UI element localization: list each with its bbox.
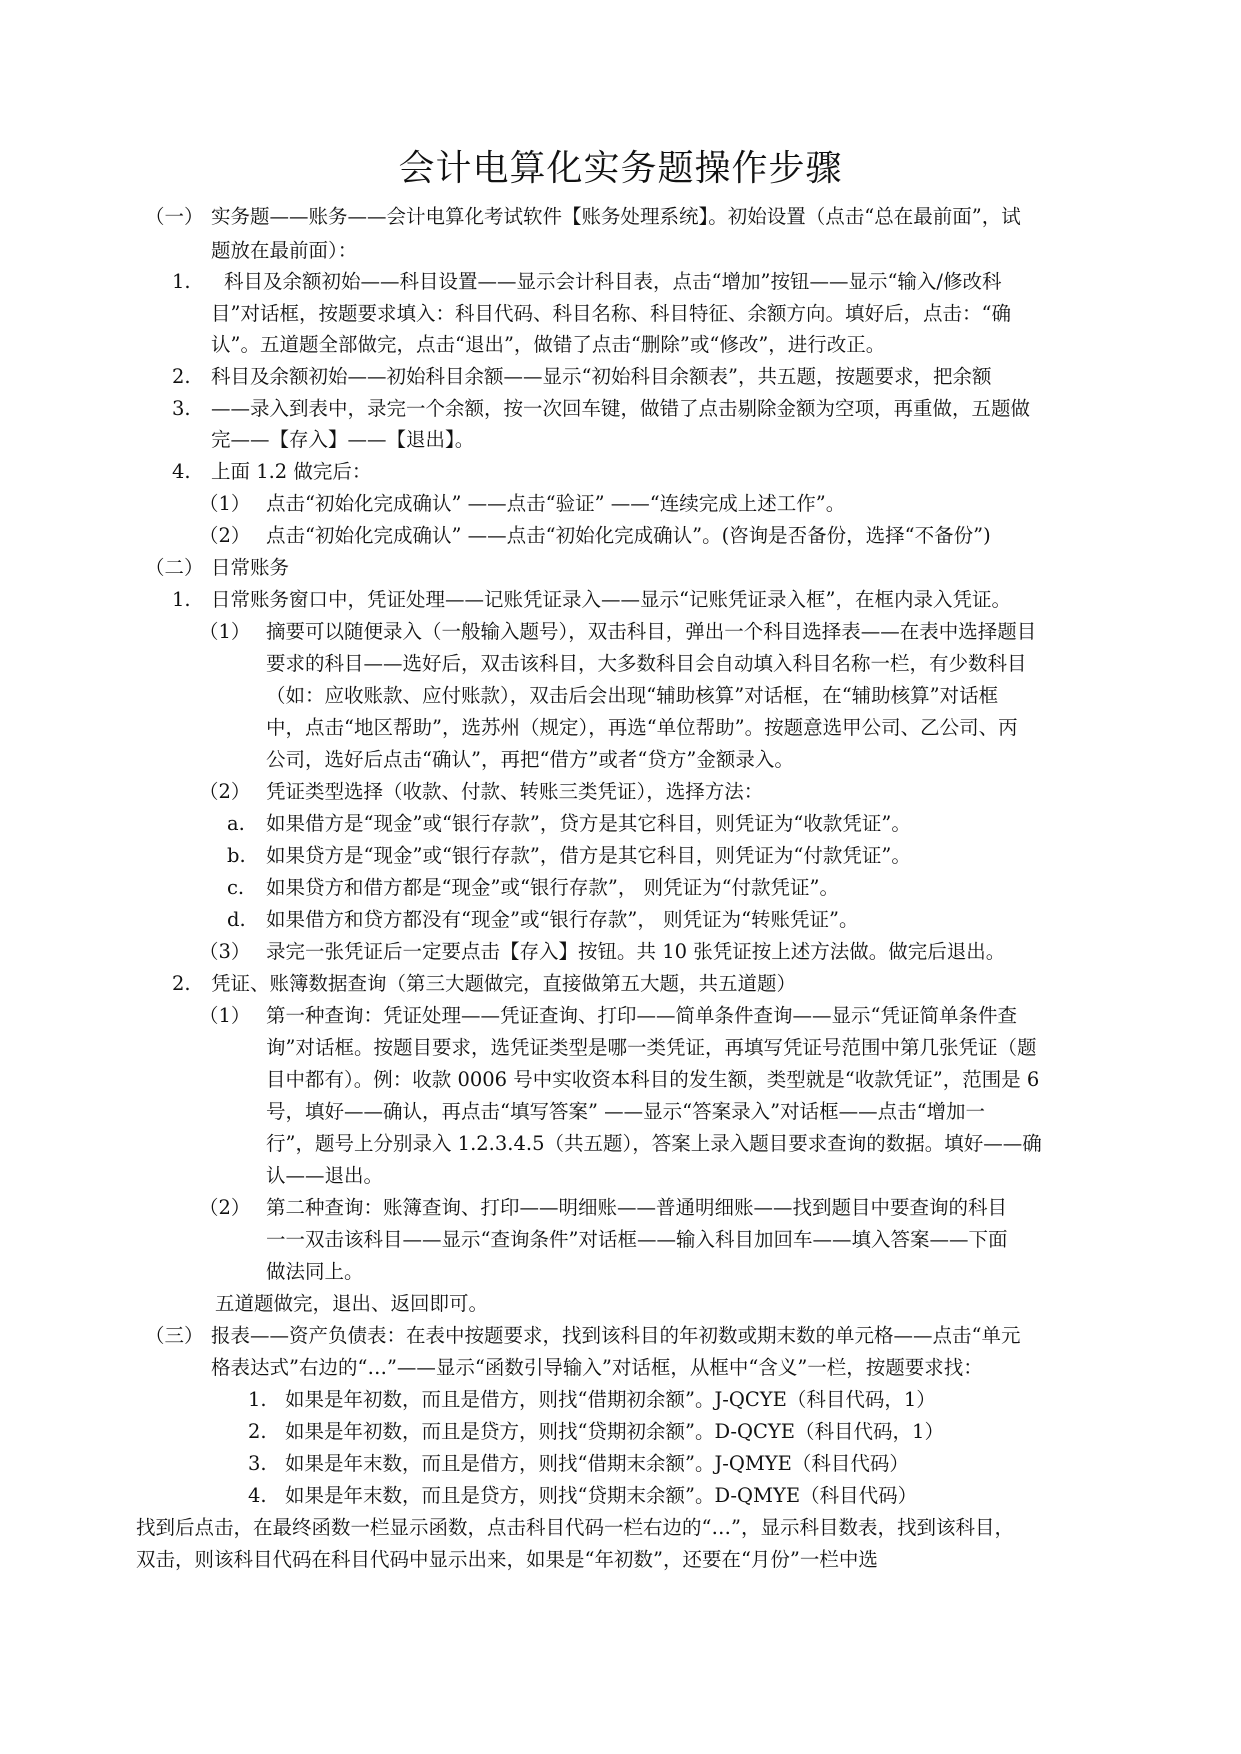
text-line: 录完一张凭证后一定要点击【存入】按钮。共 10 张凭证按上述方法做。做完后退出。 <box>266 940 1006 963</box>
text-line: 日常账务窗口中，凭证处理——记账凭证录入——显示“记账凭证录入框”，在框内录入凭证。 <box>211 588 1011 611</box>
list-marker: 1. <box>172 588 191 611</box>
text-line: 行”，题号上分别录入 1.2.3.4.5（共五题），答案上录入题目要求查询的数据。填好——确 <box>266 1132 1042 1155</box>
text-line: 做法同上。 <box>266 1260 364 1283</box>
text-line: 如果是年末数，而且是借方，则找“借期末余额”。J-QMYE（科目代码） <box>285 1452 909 1475</box>
text-line: 认——退出。 <box>266 1164 384 1187</box>
list-marker: （三） <box>145 1324 204 1347</box>
list-marker: （1） <box>199 492 251 515</box>
list-marker: （3） <box>199 940 251 963</box>
list-marker: （2） <box>199 780 251 803</box>
text-line: 点击“初始化完成确认” ——点击“初始化完成确认”。(咨询是否备份，选择“不备份”) <box>266 524 991 547</box>
text-line: 如果是年初数，而且是贷方，则找“贷期初余额”。D-QCYE（科目代码，1） <box>285 1420 944 1443</box>
text-line: 日常账务 <box>211 556 290 579</box>
list-marker: b. <box>227 844 246 867</box>
text-line: 科目及余额初始——初始科目余额——显示“初始科目余额表”，共五题，按题要求，把余额 <box>211 365 992 388</box>
text-line: 上面 1.2 做完后： <box>211 460 372 483</box>
text-line: 中，点击“地区帮助”，选苏州（规定），再选“单位帮助”。按题意选甲公司、乙公司、丙 <box>266 716 1018 739</box>
text-line: 科目及余额初始——科目设置——显示会计科目表，点击“增加”按钮——显示“输入/修改科 <box>224 270 1002 293</box>
list-marker: d. <box>227 908 246 931</box>
list-marker: （1） <box>199 1004 251 1027</box>
text-line: 认”。五道题全部做完，点击“退出”，做错了点击“删除”或“修改”，进行改正。 <box>211 333 886 356</box>
text-line: 题放在最前面）： <box>211 239 358 262</box>
text-line: 如果贷方和借方都是“现金”或“银行存款”， 则凭证为“付款凭证”。 <box>266 876 840 899</box>
text-line: 双击，则该科目代码在科目代码中显示出来，如果是“年初数”，还要在“月份”一栏中选 <box>136 1548 878 1571</box>
text-line: 第一种查询：凭证处理——凭证查询、打印——简单条件查询——显示“凭证简单条件查 <box>266 1004 1017 1027</box>
text-line: 报表——资产负债表：在表中按题要求，找到该科目的年初数或期末数的单元格——点击“单元 <box>211 1324 1021 1347</box>
list-marker: （二） <box>145 556 204 579</box>
text-line: 摘要可以随便录入（一般输入题号），双击科目，弹出一个科目选择表——在表中选择题目 <box>266 620 1037 643</box>
text-line: 第二种查询：账簿查询、打印——明细账——普通明细账——找到题目中要查询的科目 <box>266 1196 1008 1219</box>
list-marker: （一） <box>145 205 204 228</box>
text-line: 如果是年末数，而且是贷方，则找“贷期末余额”。D-QMYE（科目代码） <box>285 1484 918 1507</box>
text-line: 目中都有）。例：收款 0006 号中实收资本科目的发生额，类型就是“收款凭证”，范围是 6 <box>266 1068 1040 1091</box>
list-marker: 3. <box>248 1452 267 1475</box>
list-marker: 1. <box>172 270 191 293</box>
list-marker: c. <box>227 876 245 899</box>
list-marker: 3. <box>172 397 191 420</box>
text-line: 格表达式”右边的“…”——显示“函数引导输入”对话框，从框中“含义”一栏，按题要求找： <box>211 1356 983 1379</box>
list-marker: （2） <box>199 1196 251 1219</box>
list-marker: 4. <box>248 1484 267 1507</box>
text-line: 如果贷方是“现金”或“银行存款”，借方是其它科目，则凭证为“付款凭证”。 <box>266 844 911 867</box>
list-marker: （2） <box>199 524 251 547</box>
text-line: 公司，选好后点击“确认”，再把“借方”或者“贷方”金额录入。 <box>266 748 794 771</box>
text-line: 目”对话框，按题要求填入：科目代码、科目名称、科目特征、余额方向。填好后，点击：“确 <box>211 302 1011 325</box>
list-marker: a. <box>227 812 245 835</box>
text-line: 凭证、账簿数据查询（第三大题做完，直接做第五大题，共五道题） <box>211 972 797 995</box>
text-line: ——录入到表中，录完一个余额，按一次回车键，做错了点击剔除金额为空项，再重做，五题做 <box>211 397 1031 420</box>
list-marker: 4. <box>172 460 191 483</box>
text-line: 实务题——账务——会计电算化考试软件【账务处理系统】。初始设置（点击“总在最前面”，试 <box>211 205 1021 228</box>
list-marker: （1） <box>199 620 251 643</box>
text-line: （如：应收账款、应付账款），双击后会出现“辅助核算”对话框，在“辅助核算”对话框 <box>266 684 999 707</box>
text-line: 如果借方和贷方都没有“现金”或“银行存款”， 则凭证为“转账凭证”。 <box>266 908 859 931</box>
text-line: 找到后点击，在最终函数一栏显示函数，点击科目代码一栏右边的“…”，显示科目数表，找到该科目， <box>136 1516 1014 1539</box>
text-line: 点击“初始化完成确认” ——点击“验证” ——“连续完成上述工作”。 <box>266 492 846 515</box>
text-line: 号，填好——确认，再点击“填写答案” ——显示“答案录入”对话框——点击“增加一 <box>266 1100 986 1123</box>
text-line: 凭证类型选择（收款、付款、转账三类凭证），选择方法： <box>266 780 764 803</box>
text-line: 要求的科目——选好后，双击该科目，大多数科目会自动填入科目名称一栏，有少数科目 <box>266 652 1027 675</box>
text-line: 一一双击该科目——显示“查询条件”对话框——输入科目加回车——填入答案——下面 <box>266 1228 1008 1251</box>
list-marker: 2. <box>248 1420 267 1443</box>
text-line: 询”对话框。按题目要求，选凭证类型是哪一类凭证，再填写凭证号范围中第几张凭证（题 <box>266 1036 1037 1059</box>
text-line: 如果借方是“现金”或“银行存款”，贷方是其它科目，则凭证为“收款凭证”。 <box>266 812 911 835</box>
text-line: 五道题做完，退出、返回即可。 <box>215 1292 489 1315</box>
list-marker: 2. <box>172 365 191 388</box>
document-title: 会计电算化实务题操作步骤 <box>398 148 843 189</box>
text-line: 如果是年初数，而且是借方，则找“借期初余额”。J-QCYE（科目代码，1） <box>285 1388 936 1411</box>
list-marker: 1. <box>248 1388 267 1411</box>
list-marker: 2. <box>172 972 191 995</box>
text-line: 完——【存入】——【退出】。 <box>211 428 475 451</box>
